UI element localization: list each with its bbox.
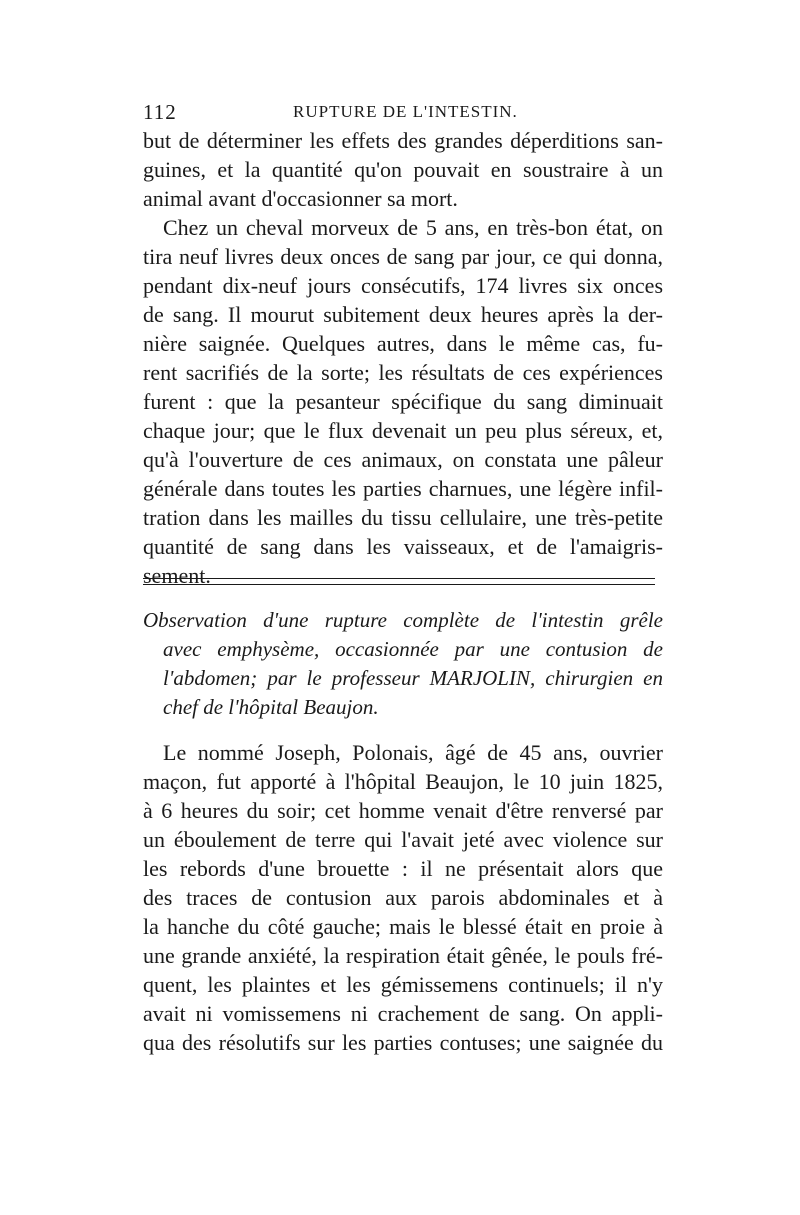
text-line: une grande anxiété, la respiration était gênée, le pouls fré- — [143, 943, 663, 968]
page-header — [143, 100, 663, 124]
text-line: maçon, fut apporté à l'hôpital Beaujon, le 10 juin 1825, — [143, 769, 663, 794]
text-line: de sang. Il mourut subitement deux heures après la der- — [143, 302, 663, 327]
text-line: qu'à l'ouverture de ces animaux, on constata une pâleur — [143, 447, 663, 472]
paragraph-case — [143, 738, 663, 1057]
text-line: tration dans les mailles du tissu cellulaire, une très-petite — [143, 505, 663, 530]
text-line: Le nommé Joseph, Polonais, âgé de 45 ans, ouvrier — [163, 740, 663, 765]
text-line: les rebords d'une brouette : il ne présentait alors que — [143, 856, 663, 881]
text-line: avait ni vomissemens ni crachement de sang. On appli- — [143, 1001, 663, 1026]
text-line: rent sacrifiés de la sorte; les résultats de ces expériences — [143, 360, 663, 385]
page-number: 112 — [143, 100, 177, 124]
text-line: des traces de contusion aux parois abdominales et à — [143, 885, 663, 910]
text-line: quantité de sang dans les vaisseaux, et de l'amaigris- — [143, 534, 663, 559]
title-line: avec emphysème, occasionnée par une contusion de — [163, 637, 663, 661]
title-line: Observation d'une rupture complète de l'intestin grêle — [143, 608, 663, 632]
running-title: RUPTURE DE L'INTESTIN. — [293, 102, 518, 121]
title-line: chef de l'hôpital Beaujon. — [163, 695, 379, 719]
title-line: l'abdomen; par le professeur MARJOLIN, chirurgien en — [163, 666, 663, 690]
section-divider-bottom — [143, 584, 655, 585]
text-line: un éboulement de terre qui l'avait jeté avec violence sur — [143, 827, 663, 852]
text-line: furent : que la pesanteur spécifique du sang diminuait — [143, 389, 663, 414]
text-line: chaque jour; que le flux devenait un peu plus séreux, et, — [143, 418, 663, 443]
text-line: animal avant d'occasionner sa mort. — [143, 186, 458, 211]
text-line: but de déterminer les effets des grandes déperditions san- — [143, 128, 663, 153]
text-line: Chez un cheval morveux de 5 ans, en très-bon état, on — [163, 215, 663, 240]
text-line: pendant dix-neuf jours consécutifs, 174 livres six onces — [143, 273, 663, 298]
text-line: sement. — [143, 563, 211, 588]
text-line: tira neuf livres deux onces de sang par jour, ce qui donna, — [143, 244, 663, 269]
observation-title — [143, 606, 663, 722]
section-divider-top — [143, 578, 655, 579]
text-line: guines, et la quantité qu'on pouvait en soustraire à un — [143, 157, 663, 182]
text-line: à 6 heures du soir; cet homme venait d'être renversé par — [143, 798, 663, 823]
text-line: générale dans toutes les parties charnues, une légère infil- — [143, 476, 663, 501]
text-line: nière saignée. Quelques autres, dans le même cas, fu- — [143, 331, 663, 356]
text-line: qua des résolutifs sur les parties contuses; une saignée du — [143, 1030, 663, 1055]
text-line: quent, les plaintes et les gémissemens continuels; il n'y — [143, 972, 663, 997]
paragraph-experiment — [143, 126, 663, 590]
text-line: la hanche du côté gauche; mais le blessé était en proie à — [143, 914, 663, 939]
